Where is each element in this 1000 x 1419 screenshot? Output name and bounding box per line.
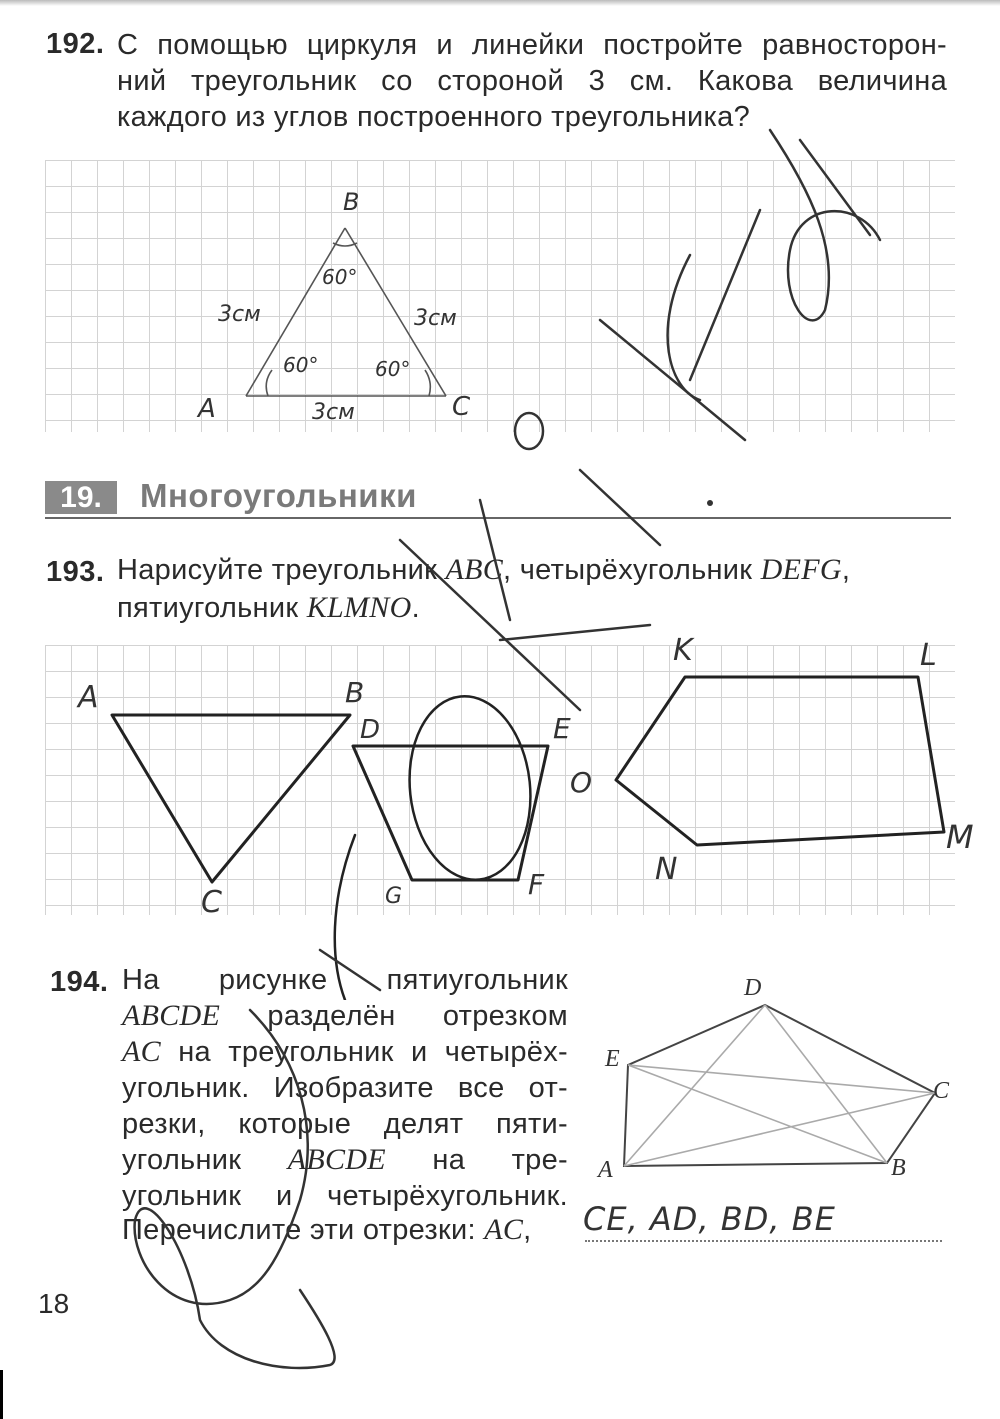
side-bottom-label: 3см (312, 400, 355, 425)
vertex-c-label: C (452, 392, 471, 422)
label-b: B (345, 676, 365, 709)
problem-194-line-5: резки, которые делят пяти- (122, 1108, 568, 1140)
problem-192-line-1: С помощью циркуля и линейки постройте равносторон- (117, 29, 947, 61)
problem-193-abc: ABC (445, 553, 504, 586)
problem-192-line-2: ний треугольник со стороной 3 см. Какова величина (117, 65, 947, 97)
answer-handwritten: CE, AD, BD, BE (583, 1200, 836, 1238)
figure-label-b: B (891, 1155, 906, 1181)
problem-193-defg: DEFG (760, 553, 842, 586)
problem-194-line-4: угольник. Изобразите все от- (122, 1072, 568, 1104)
page-number: 18 (38, 1288, 70, 1319)
label-c: C (201, 885, 222, 920)
section-title: Многоугольники (140, 477, 417, 514)
problem-193-klmno: KLMNO (306, 591, 412, 624)
problem-193-text-b: , четырёхугольник (503, 554, 761, 586)
problem-194-ac: AC (122, 1035, 161, 1068)
problem-194-line-3-text: на треугольник и четырёх- (160, 1036, 568, 1068)
problem-194-number: 194. (50, 966, 109, 998)
figure-label-d: D (744, 975, 762, 1001)
label-o: O (570, 766, 593, 799)
problem-194-line-6-b: на тре- (385, 1144, 568, 1176)
side-right-label: 3см (414, 306, 457, 331)
label-l: L (920, 638, 937, 673)
figure-label-c: C (933, 1078, 950, 1104)
vertex-a-label: A (198, 394, 216, 424)
problem-194-line-7: угольник и четырёхугольник. (122, 1180, 568, 1212)
label-k: K (673, 633, 693, 668)
vertex-b-label: B (343, 188, 360, 216)
side-left-label: 3см (218, 302, 261, 327)
problem-192-number: 192. (46, 28, 105, 60)
problem-193-text-c: , (841, 554, 851, 586)
figure-label-a: A (598, 1157, 613, 1183)
problem-193-text-e: . (411, 592, 420, 624)
problem-194-comma: , (523, 1214, 532, 1246)
angle-a-label: 60° (283, 353, 319, 377)
label-g: G (385, 884, 403, 909)
label-e: E (553, 712, 571, 745)
angle-c-label: 60° (375, 357, 411, 381)
problem-194-line-2-text: разделён отрезком (220, 1000, 568, 1032)
figure-label-e: E (605, 1046, 620, 1072)
label-f: F (528, 868, 545, 901)
problem-194-line-8-text: Перечислите эти отрезки: (122, 1214, 485, 1246)
label-a: A (78, 680, 99, 715)
problem-194-abcde-2: ABCDE (287, 1143, 386, 1176)
problem-194-ac-answer: AC (484, 1213, 524, 1246)
label-d: D (360, 715, 381, 745)
problem-192-line-3: каждого из углов построенного треугольника? (117, 101, 751, 133)
problem-193-text-d: пятиугольник (117, 592, 307, 624)
label-n: N (655, 852, 678, 887)
problem-194-abcde: ABCDE (122, 999, 221, 1032)
problem-194-line-6-a: угольник (122, 1144, 288, 1176)
label-m: M (946, 818, 974, 856)
section-number: 19. (60, 481, 102, 514)
problem-194-line-1: На рисунке пятиугольник (122, 964, 568, 996)
problem-193-number: 193. (46, 556, 105, 588)
problem-193-text-a: Нарисуйте треугольник (117, 554, 446, 586)
angle-b-label: 60° (322, 265, 358, 289)
